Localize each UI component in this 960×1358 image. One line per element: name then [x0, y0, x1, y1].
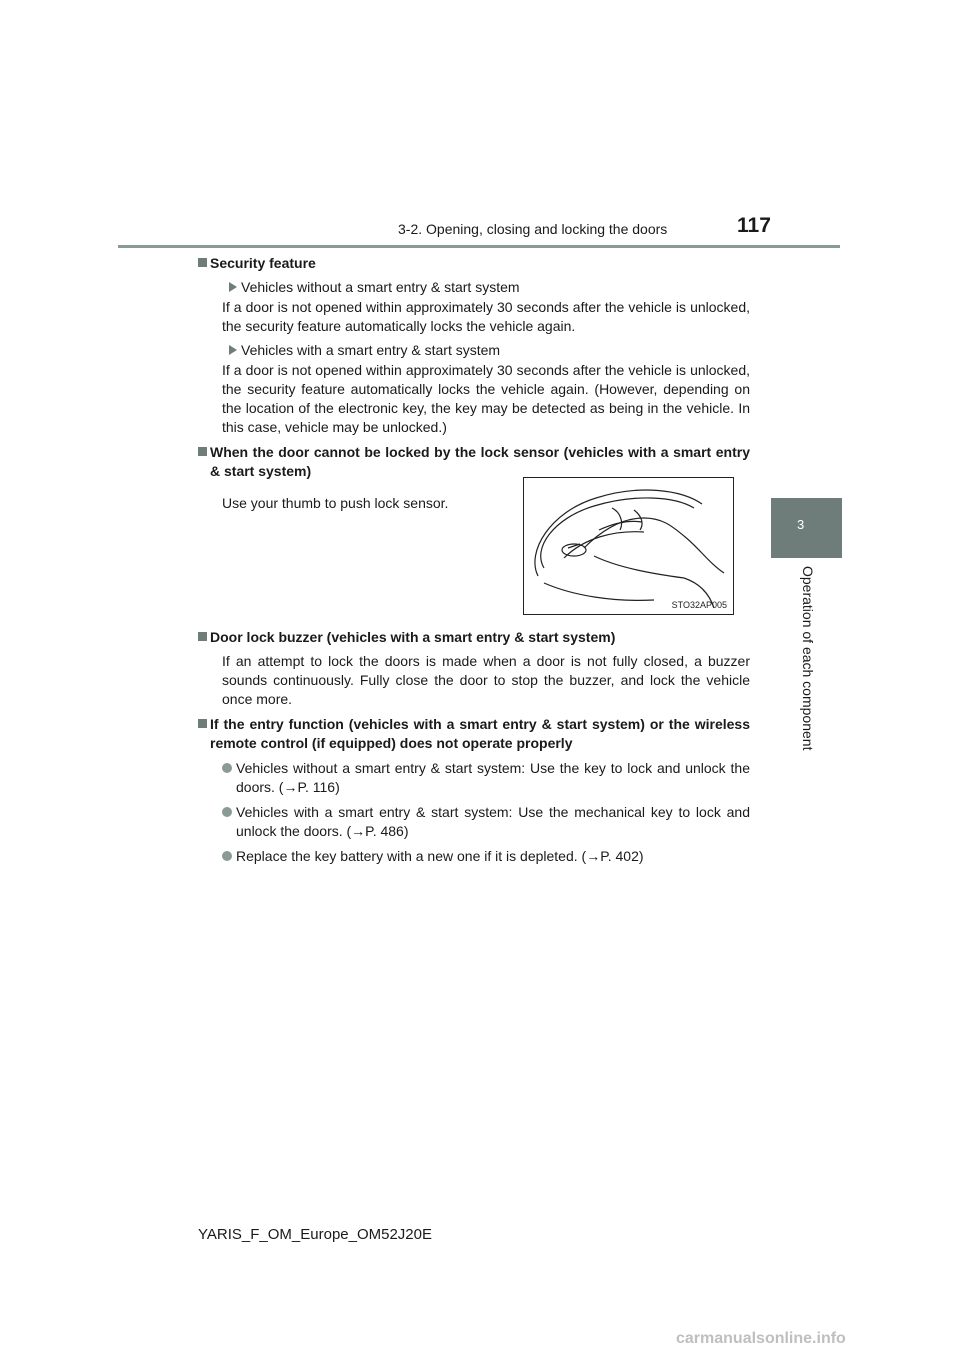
security-without-label: Vehicles without a smart entry & start system [222, 278, 750, 297]
security-without-text: If a door is not opened within approximately 30 seconds after the vehicle is unlocked, the security feature automatically locks the vehicle again. [222, 299, 750, 334]
security-with-label: Vehicles with a smart entry & start system [222, 341, 750, 360]
entry-function-heading: If the entry function (vehicles with a smart entry & start system) or the wireless remote control (if equipped) does not operate properly [198, 715, 750, 753]
page-content-lower [210, 628, 750, 866]
chapter-number: 3 [797, 517, 805, 532]
chapter-tab [771, 498, 842, 558]
security-with-text: If a door is not opened within approximately 30 seconds after the vehicle is unlocked, the security feature automatically locks the vehicle again. (However, depending on the location of the electronic key, the key may be detected as being in the vehicle. In this case, vehicle may be unlocked.) [222, 362, 750, 435]
header-rule [118, 245, 840, 248]
lock-sensor-illustration [523, 477, 734, 615]
entry-bullet: Vehicles with a smart entry & start system: Use the mechanical key to lock and unlock the doors. (→P. 486) [222, 803, 750, 841]
figure-code: STO32AP005 [671, 600, 727, 610]
buzzer-heading: Door lock buzzer (vehicles with a smart entry & start system) [198, 628, 750, 647]
watermark: carmanualsonline.info [676, 1330, 846, 1347]
entry-bullet: Replace the key battery with a new one if it is depleted. (→P. 402) [222, 847, 750, 866]
section-header: 3-2. Opening, closing and locking the doors [398, 221, 668, 237]
security-heading: Security feature [198, 254, 750, 273]
lock-sensor-heading: When the door cannot be locked by the lock sensor (vehicles with a smart entry & start system) [198, 443, 750, 481]
document-footer: YARIS_F_OM_Europe_OM52J20E [198, 1226, 433, 1243]
chapter-title: Operation of each component [800, 566, 816, 751]
lock-sensor-text: Use your thumb to push lock sensor. [222, 495, 449, 511]
buzzer-text: If an attempt to lock the doors is made when a door is not fully closed, a buzzer sounds continuously. Fully close the door to stop the buzzer, and lock the vehicle once more. [222, 653, 750, 707]
page-number: 117 [737, 214, 771, 237]
door-handle-thumb-drawing [524, 478, 733, 614]
page-content [210, 254, 750, 513]
entry-bullet: Vehicles without a smart entry & start system: Use the key to lock and unlock the doors. (→P. 116) [222, 759, 750, 797]
